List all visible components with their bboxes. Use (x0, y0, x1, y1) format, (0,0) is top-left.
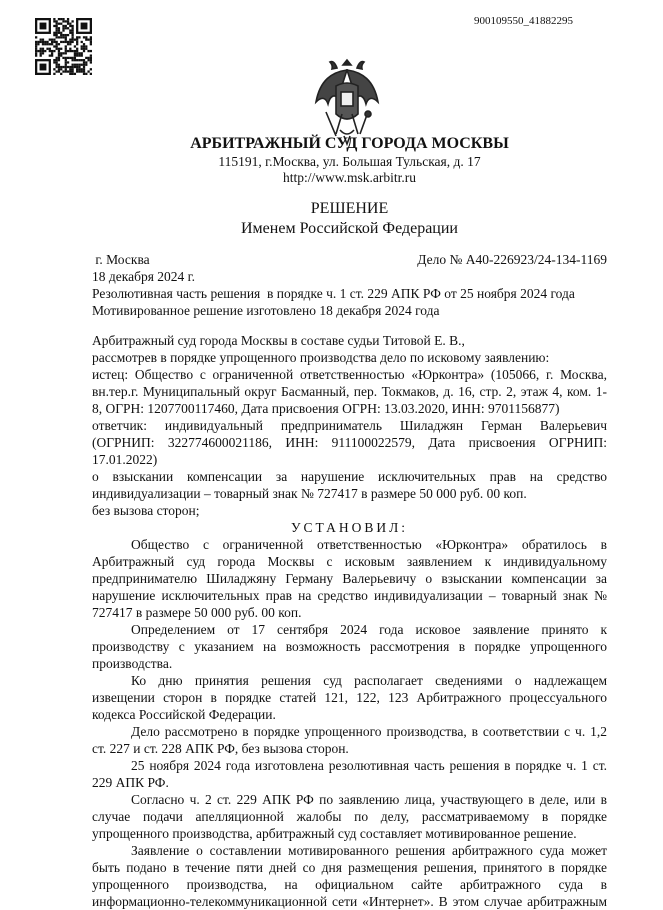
decision-body (92, 332, 607, 910)
qr-code-icon (35, 18, 92, 75)
text-line: извещении сторон в порядке статей 121, 122, 123 Арбитражного процессуального (92, 690, 607, 705)
established-heading: УСТАНОВИЛ: (290, 520, 409, 535)
paragraph (92, 502, 607, 519)
motivated-note: Мотивированное решение изготовлено 18 декабря 2024 года (92, 303, 440, 318)
text-line: без вызова сторон; (92, 503, 200, 518)
text-line: Арбитражный суд города Москвы в составе судьи Титовой Е. В., (92, 333, 465, 348)
paragraph (92, 417, 607, 468)
text-line: 25 ноября 2024 года изготовлена резолютивная часть решения в порядке ч. 1 ст. (131, 758, 607, 773)
text-line: ст. 227 и ст. 228 АПК РФ, без вызова сторон. (92, 741, 349, 756)
text-line: Заявление о составлении мотивированного решения арбитражного суда может (131, 843, 607, 858)
text-line: Арбитражный суд города Москвы с исковым заявлением к индивидуальному (92, 554, 607, 569)
paragraph (92, 723, 607, 757)
text-line: 8, ОГРН: 1207700117460, Дата присвоения ОГРН: 13.03.2020, ИНН: 9701156877) (92, 401, 560, 416)
paragraph (92, 332, 607, 349)
text-line: Общество с ограниченной ответственностью «Юрконтра» обратилось в (131, 537, 607, 552)
text-line: вн.тер.г. Муниципальный округ Басманный, пер. Токмаков, д. 16, стр. 2, этаж 4, ком. 1- (92, 384, 607, 399)
text-line: истец: Общество с ограниченной ответственностью «Юрконтра» (105066, г. Москва, (92, 367, 607, 382)
paragraph (92, 672, 607, 723)
text-line: случае подачи апелляционной жалобы по делу, рассматриваемому в порядке (92, 809, 607, 824)
case-number: Дело № А40-226923/24-134-1169 (417, 252, 607, 267)
court-website: http://www.msk.arbitr.ru (283, 170, 416, 185)
text-line: рассмотрев в порядке упрощенного производства дело по исковому заявлению: (92, 350, 550, 365)
paragraph (92, 791, 607, 842)
intro-section (92, 332, 607, 519)
text-line: Ко дню принятия решения суд располагает сведениями о надлежащем (131, 673, 607, 688)
paragraph (92, 468, 607, 502)
court-address: 115191, г.Москва, ул. Большая Тульская, д. 17 (218, 154, 481, 169)
paragraph (92, 621, 607, 672)
text-line: Определением от 17 сентября 2024 года исковое заявление принято к (131, 622, 607, 637)
text-line: информационно-телекоммуникационной сети «Интернет». В этом случае арбитражным (92, 894, 607, 909)
text-line: 727417 в размере 50 000 руб. 00 коп. (92, 605, 302, 620)
text-line: упрощенного производства, на официальном сайте арбитражного суда в (92, 877, 607, 892)
text-line: 17.01.2022) (92, 452, 158, 467)
text-line: 229 АПК РФ. (92, 775, 169, 790)
resolution-note: Резолютивная часть решения в порядке ч. 1 ст. 229 АПК РФ от 25 ноября 2024 года (92, 286, 575, 301)
document-subtitle: Именем Российской Федерации (241, 220, 458, 237)
text-line: ответчик: индивидуальный предприниматель Шиладжян Герман Валерьевич (92, 418, 607, 433)
city: г. Москва (92, 252, 150, 267)
text-line: упрощенного производства, арбитражный суд составляет мотивированное решение. (92, 826, 577, 841)
text-line: быть подано в течение пяти дней со дня размещения решения, принятого в порядке (92, 860, 607, 875)
established-section (92, 536, 607, 910)
text-line: Дело рассмотрено в порядке упрощенного производства, в соответствии с ч. 1,2 (131, 724, 607, 739)
paragraph (92, 536, 607, 621)
document-number: 900109550_41882295 (474, 15, 573, 27)
text-line: производства. (92, 656, 173, 671)
text-line: Согласно ч. 2 ст. 229 АПК РФ по заявлению лица, участвующего в деле, или в (131, 792, 607, 807)
text-line: индивидуализации – товарный знак № 727417 в размере 50 000 руб. 00 коп. (92, 486, 527, 501)
city-case-row (92, 251, 607, 268)
paragraph (92, 842, 607, 910)
paragraph (92, 366, 607, 417)
text-line: кодекса Российской Федерации. (92, 707, 276, 722)
text-line: (ОГРНИП: 322774600021186, ИНН: 911100022579, Дата присвоения ОГРНИП: (92, 435, 607, 450)
paragraph (92, 349, 607, 366)
text-line: производству с указанием на возможность рассмотрения в порядке упрощенного (92, 639, 607, 654)
text-line: нарушение исключительных прав на средство индивидуализации – товарный знак № (92, 588, 607, 603)
paragraph (92, 757, 607, 791)
case-meta (92, 251, 607, 319)
text-line: о взыскании компенсации за нарушение исключительных прав на средство (92, 469, 607, 484)
text-line: предпринимателю Шиладжяну Герману Валерьевичу о взыскании компенсации за (92, 571, 607, 586)
decision-date: 18 декабря 2024 г. (92, 269, 196, 284)
document-title: РЕШЕНИЕ (310, 200, 389, 217)
court-name: АРБИТРАЖНЫЙ СУД ГОРОДА МОСКВЫ (190, 135, 509, 152)
